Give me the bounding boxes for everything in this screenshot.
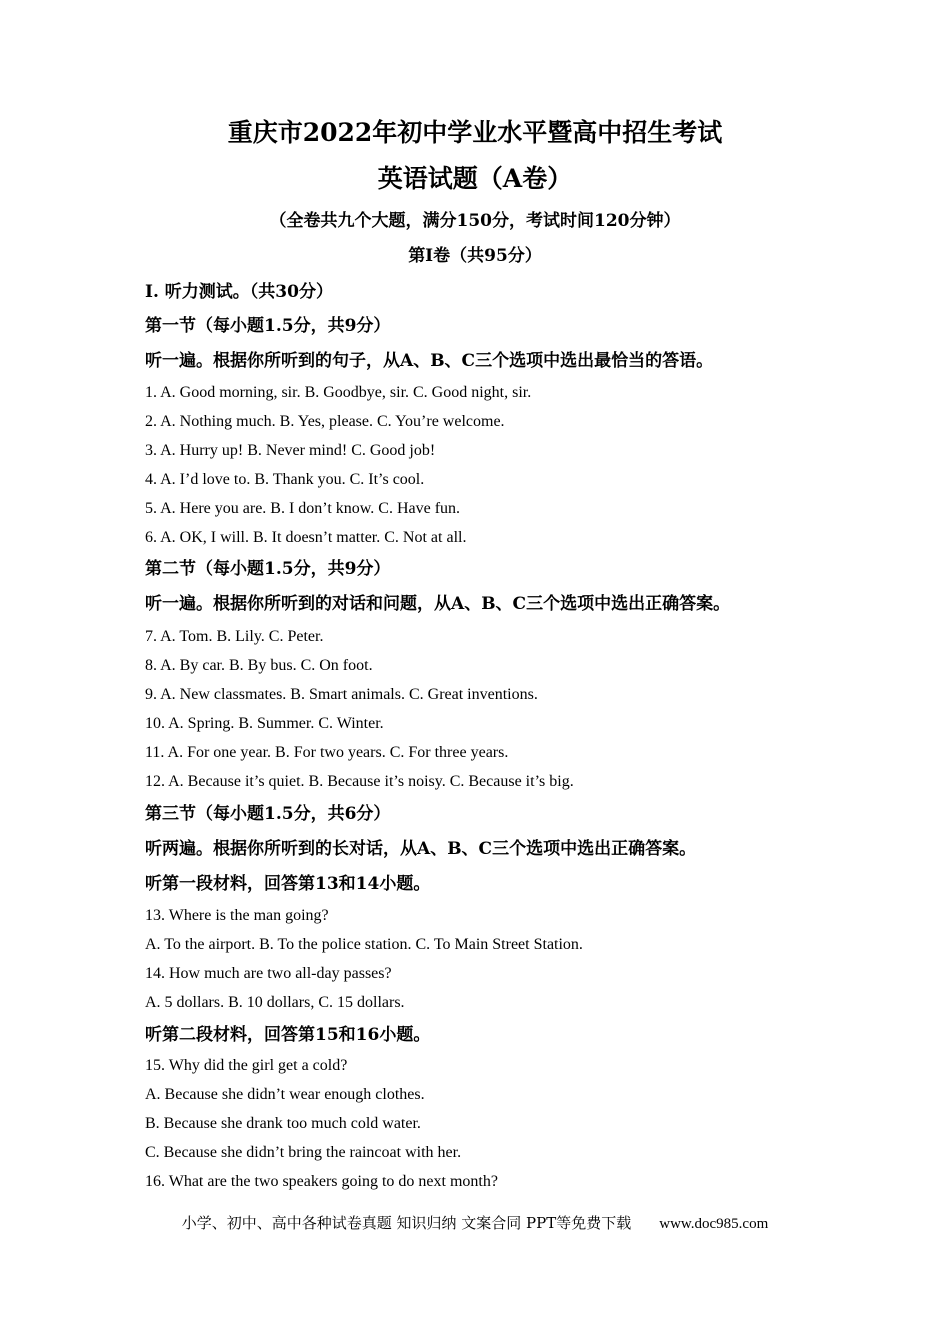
question-13: 13. Where is the man going? bbox=[145, 907, 329, 924]
footer-text: 小学、初中、高中各种试卷真题 知识归纳 文案合同 PPT等免费下载 bbox=[181, 1214, 632, 1232]
question-9: 9. A. New classmates. B. Smart animals. C. Great inventions. bbox=[145, 686, 538, 703]
question-5: 5. A. Here you are. B. I don’t know. C. Have fun. bbox=[145, 500, 461, 517]
section3-instruction: 听两遍。根据你所听到的长对话，从A、B、C三个选项中选出正确答案。 bbox=[145, 839, 697, 859]
question-14: 14. How much are two all-day passes? bbox=[145, 965, 392, 982]
page-footer bbox=[0, 1213, 950, 1234]
section2-instruction: 听一遍。根据你所听到的对话和问题，从A、B、C三个选项中选出正确答案。 bbox=[145, 594, 731, 614]
footer-url-link[interactable]: www.doc985.com bbox=[659, 1216, 769, 1232]
question-1: 1. A. Good morning, sir. B. Goodbye, sir. C. Good night, sir. bbox=[145, 384, 532, 401]
question-6: 6. A. OK, I will. B. It doesn’t matter. C. Not at all. bbox=[145, 529, 467, 546]
question-10: 10. A. Spring. B. Summer. C. Winter. bbox=[145, 715, 384, 732]
exam-note: （全卷共九个大题，满分150分，考试时间120分钟） bbox=[269, 211, 681, 231]
exam-subtitle: 英语试题（A卷） bbox=[377, 164, 573, 193]
question-11: 11. A. For one year. B. For two years. C. For three years. bbox=[145, 744, 509, 761]
question-3: 3. A. Hurry up! B. Never mind! C. Good job! bbox=[145, 442, 436, 459]
question-4: 4. A. I’d love to. B. Thank you. C. It’s cool. bbox=[145, 471, 425, 488]
question-15-option-a: A. Because she didn’t wear enough clothes. bbox=[145, 1086, 425, 1103]
question-16: 16. What are the two speakers going to do next month? bbox=[145, 1173, 498, 1190]
section2-heading: 第二节（每小题1.5分，共9分） bbox=[145, 559, 391, 579]
question-7: 7. A. Tom. B. Lily. C. Peter. bbox=[145, 628, 324, 645]
question-14-options: A. 5 dollars. B. 10 dollars, C. 15 dollars. bbox=[145, 994, 405, 1011]
question-2: 2. A. Nothing much. B. Yes, please. C. You’re welcome. bbox=[145, 413, 505, 430]
question-15-option-b: B. Because she drank too much cold water. bbox=[145, 1115, 421, 1132]
question-12: 12. A. Because it’s quiet. B. Because it’s noisy. C. Because it’s big. bbox=[145, 773, 574, 790]
question-15-option-c: C. Because she didn’t bring the raincoat with her. bbox=[145, 1144, 462, 1161]
part1-heading: Ⅰ. 听力测试。（共30分） bbox=[145, 282, 333, 302]
question-8: 8. A. By car. B. By bus. C. On foot. bbox=[145, 657, 373, 674]
question-13-options: A. To the airport. B. To the police station. C. To Main Street Station. bbox=[145, 936, 583, 953]
volume-heading: 第Ⅰ卷（共95分） bbox=[408, 246, 542, 266]
material1-heading: 听第一段材料，回答第13和14小题。 bbox=[145, 874, 431, 894]
material2-heading: 听第二段材料，回答第15和16小题。 bbox=[145, 1025, 431, 1045]
exam-title: 重庆市2022年初中学业水平暨高中招生考试 bbox=[227, 118, 723, 147]
section1-heading: 第一节（每小题1.5分，共9分） bbox=[145, 316, 391, 336]
section1-instruction: 听一遍。根据你所听到的句子，从A、B、C三个选项中选出最恰当的答语。 bbox=[145, 351, 714, 371]
question-15: 15. Why did the girl get a cold? bbox=[145, 1057, 348, 1074]
section3-heading: 第三节（每小题1.5分，共6分） bbox=[145, 804, 391, 824]
